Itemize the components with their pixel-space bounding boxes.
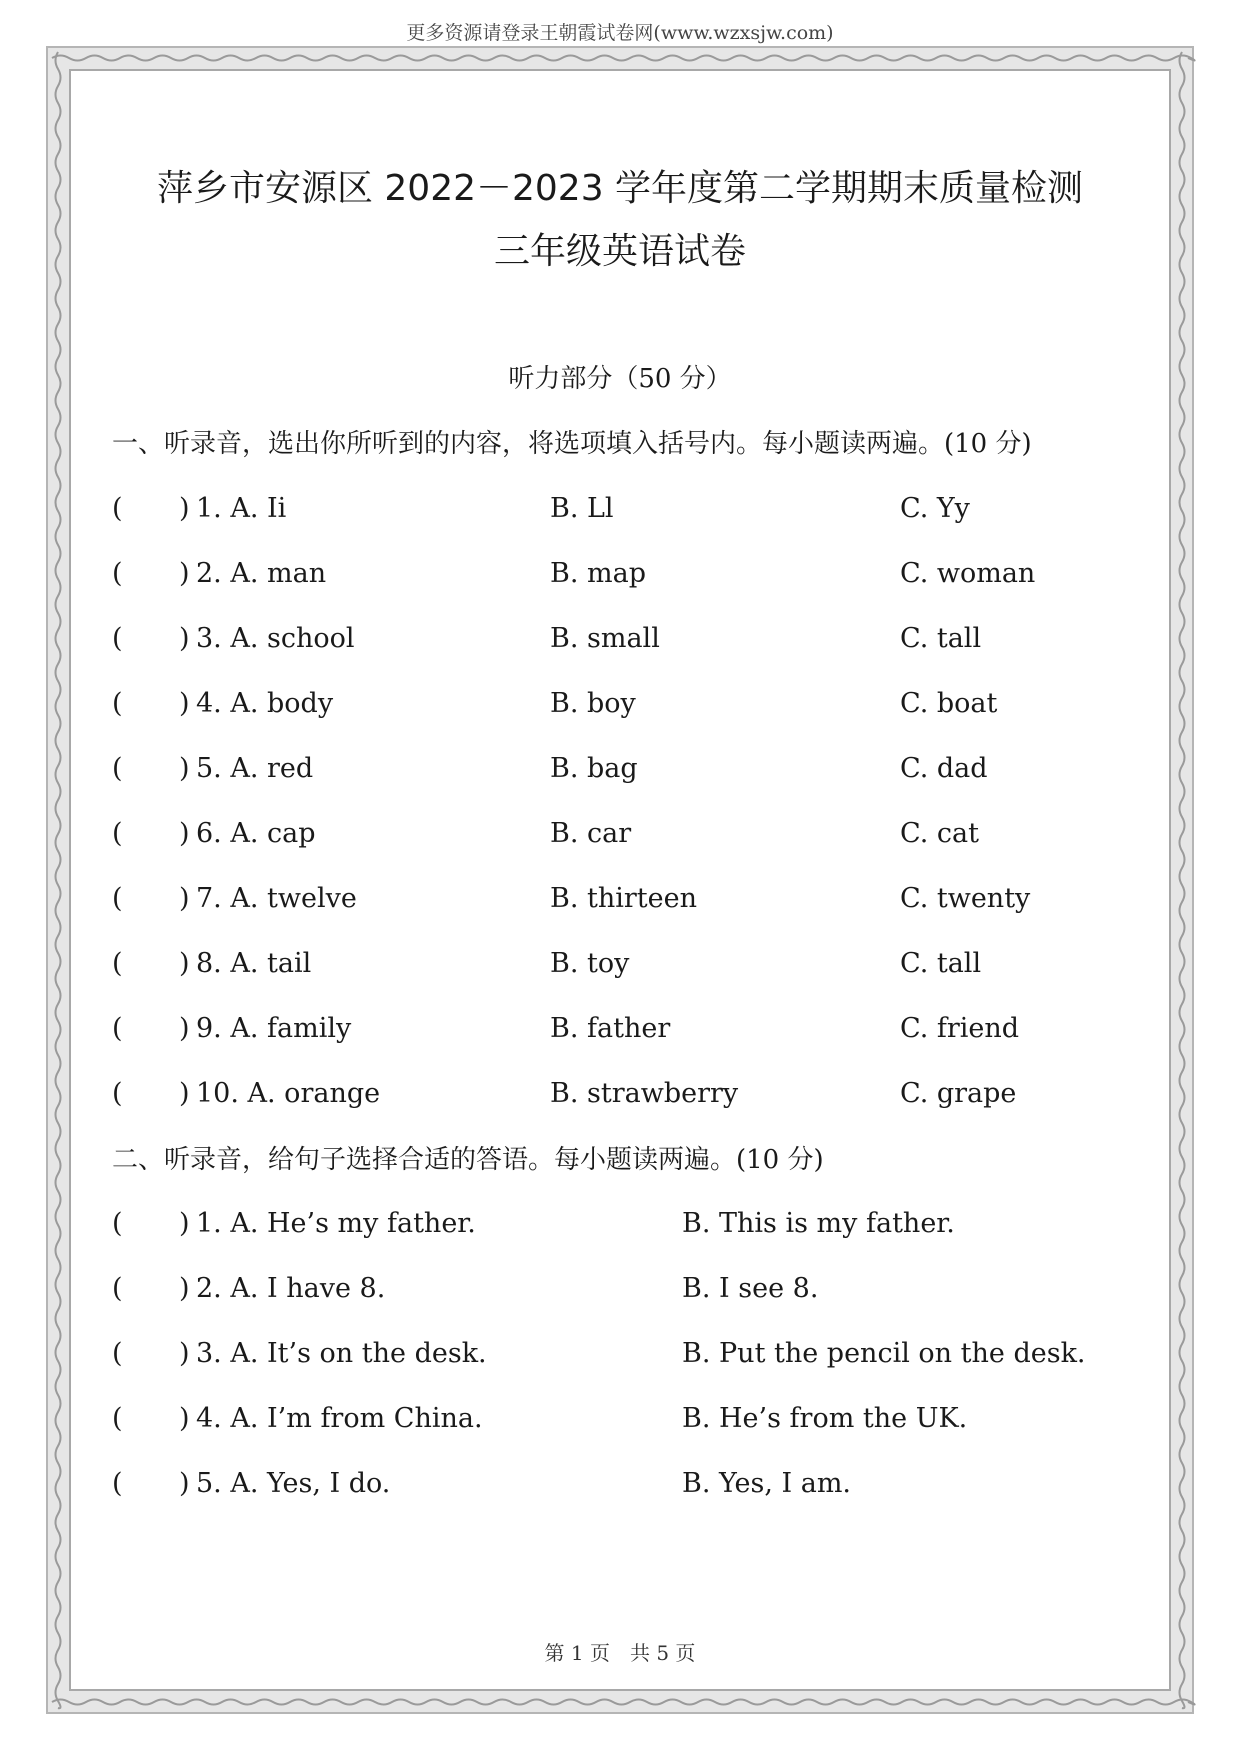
exam-title: 萍乡市安源区 2022－2023 学年度第二学期期末质量检测 [156, 168, 1084, 209]
option-a: 9. A. family [196, 1013, 352, 1044]
option-a: 4. A. body [196, 688, 334, 719]
option-b: B. boy [550, 688, 636, 719]
option-c: C. Yy [900, 493, 970, 524]
option-b: B. thirteen [550, 883, 697, 914]
answer-blank-close: ) [179, 1273, 190, 1304]
option-b: B. car [550, 818, 632, 849]
option-b: B. Ll [550, 493, 614, 524]
answer-blank-close: ) [179, 1078, 190, 1109]
option-b: B. father [550, 1013, 671, 1044]
option-b: B. strawberry [550, 1078, 739, 1109]
option-b: B. Put the pencil on the desk. [682, 1338, 1086, 1369]
option-c: C. twenty [900, 883, 1031, 914]
answer-blank-close: ) [179, 753, 190, 784]
option-a: 7. A. twelve [196, 883, 357, 914]
option-a: 1. A. Ii [196, 493, 287, 524]
answer-blank-open[interactable]: ( [112, 1208, 123, 1239]
option-b: B. Yes, I am. [682, 1468, 852, 1499]
option-a: 10. A. orange [196, 1078, 381, 1109]
answer-blank-open[interactable]: ( [112, 883, 123, 914]
part2-heading: 二、听录音，给句子选择合适的答语。每小题读两遍。(10 分) [112, 1145, 824, 1175]
page-number-footer: 第 1 页 共 5 页 [544, 1641, 696, 1665]
answer-blank-open[interactable]: ( [112, 558, 123, 589]
answer-blank-open[interactable]: ( [112, 753, 123, 784]
option-c: C. tall [900, 623, 982, 654]
answer-blank-open[interactable]: ( [112, 948, 123, 979]
option-a: 2. A. I have 8. [196, 1273, 386, 1304]
answer-blank-close: ) [179, 1468, 190, 1499]
answer-blank-close: ) [179, 818, 190, 849]
option-b: B. small [550, 623, 660, 654]
option-b: B. I see 8. [682, 1273, 819, 1304]
option-b: B. This is my father. [682, 1208, 955, 1239]
answer-blank-open[interactable]: ( [112, 1338, 123, 1369]
exam-subtitle: 三年级英语试卷 [493, 231, 746, 272]
option-a: 5. A. Yes, I do. [196, 1468, 391, 1499]
answer-blank-open[interactable]: ( [112, 1468, 123, 1499]
answer-blank-close: ) [179, 883, 190, 914]
option-a: 3. A. It’s on the desk. [196, 1338, 487, 1369]
option-b: B. bag [550, 753, 638, 784]
answer-blank-open[interactable]: ( [112, 1078, 123, 1109]
option-b: B. toy [550, 948, 630, 979]
option-a: 1. A. He’s my father. [196, 1208, 476, 1239]
option-c: C. boat [900, 688, 998, 719]
option-b: B. map [550, 558, 646, 589]
listening-section-heading: 听力部分（50 分） [508, 364, 732, 394]
option-c: C. cat [900, 818, 979, 849]
answer-blank-open[interactable]: ( [112, 1013, 123, 1044]
option-b: B. He’s from the UK. [682, 1403, 968, 1434]
answer-blank-close: ) [179, 948, 190, 979]
answer-blank-close: ) [179, 1338, 190, 1369]
answer-blank-open[interactable]: ( [112, 1273, 123, 1304]
answer-blank-open[interactable]: ( [112, 818, 123, 849]
answer-blank-close: ) [179, 558, 190, 589]
option-a: 6. A. cap [196, 818, 316, 849]
option-a: 2. A. man [196, 558, 327, 589]
answer-blank-close: ) [179, 688, 190, 719]
option-a: 4. A. I’m from China. [196, 1403, 483, 1434]
option-a: 8. A. tail [196, 948, 312, 979]
option-c: C. friend [900, 1013, 1020, 1044]
answer-blank-close: ) [179, 493, 190, 524]
answer-blank-open[interactable]: ( [112, 1403, 123, 1434]
option-a: 5. A. red [196, 753, 314, 784]
answer-blank-close: ) [179, 623, 190, 654]
option-c: C. woman [900, 558, 1036, 589]
option-a: 3. A. school [196, 623, 355, 654]
answer-blank-close: ) [179, 1208, 190, 1239]
answer-blank-open[interactable]: ( [112, 623, 123, 654]
option-c: C. grape [900, 1078, 1017, 1109]
answer-blank-close: ) [179, 1403, 190, 1434]
part1-heading: 一、听录音，选出你所听到的内容，将选项填入括号内。每小题读两遍。(10 分) [112, 429, 1032, 459]
answer-blank-close: ) [179, 1013, 190, 1044]
site-link-header[interactable]: 更多资源请登录王朝霞试卷网(www.wzxsjw.com) [406, 22, 834, 44]
answer-blank-open[interactable]: ( [112, 688, 123, 719]
answer-blank-open[interactable]: ( [112, 493, 123, 524]
option-c: C. dad [900, 753, 988, 784]
option-c: C. tall [900, 948, 982, 979]
